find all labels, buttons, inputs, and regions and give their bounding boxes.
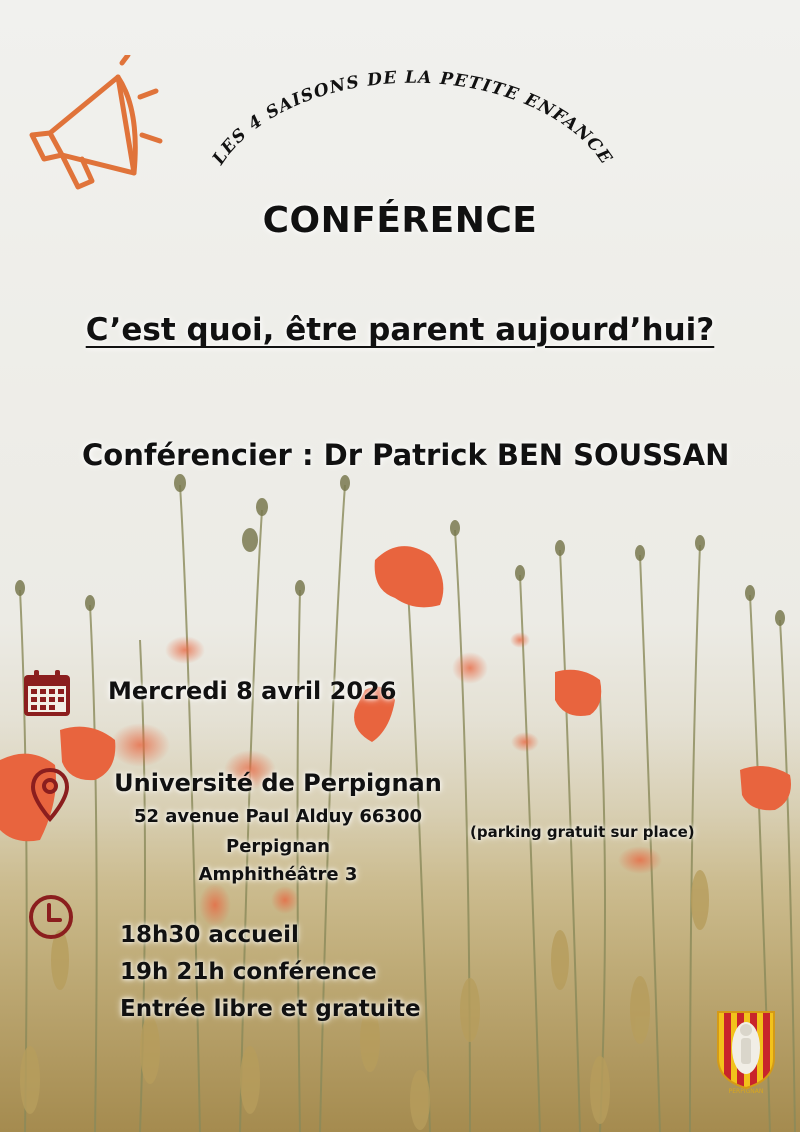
- venue-address-line2: Perpignan: [226, 836, 330, 857]
- arc-heading: [190, 10, 630, 180]
- page-title: CONFÉRENCE: [262, 200, 538, 241]
- venue-name: Université de Perpignan: [114, 769, 442, 797]
- arc-heading-text: LES 4 SAISONS DE LA PETITE ENFANCE: [208, 67, 617, 169]
- svg-text:LES 4 SAISONS DE LA PETITE ENF: [208, 68, 616, 170]
- megaphone-icon: [22, 55, 172, 195]
- event-date: Mercredi 8 avril 2026: [108, 677, 397, 705]
- parking-note: (parking gratuit sur place): [470, 823, 695, 841]
- schedule-item: 18h30 accueil: [120, 922, 299, 948]
- venue-address-line1: 52 avenue Paul Alduy 66300: [133, 806, 423, 827]
- schedule-item: Entrée libre et gratuite: [120, 996, 421, 1022]
- speaker-line: Conférencier : Dr Patrick BEN SOUSSAN: [82, 438, 730, 472]
- conference-subtitle: C’est quoi, être parent aujourd’hui?: [85, 312, 715, 348]
- clock-icon: [27, 893, 75, 941]
- crest-label: PERPIGNAN: [728, 1088, 764, 1095]
- perpignan-crest-logo: [714, 1008, 778, 1090]
- calendar-icon: [22, 668, 72, 718]
- schedule-item: 19h 21h conférence: [120, 959, 377, 985]
- venue-room: Amphithéâtre 3: [198, 864, 358, 885]
- location-pin-icon: [30, 767, 70, 823]
